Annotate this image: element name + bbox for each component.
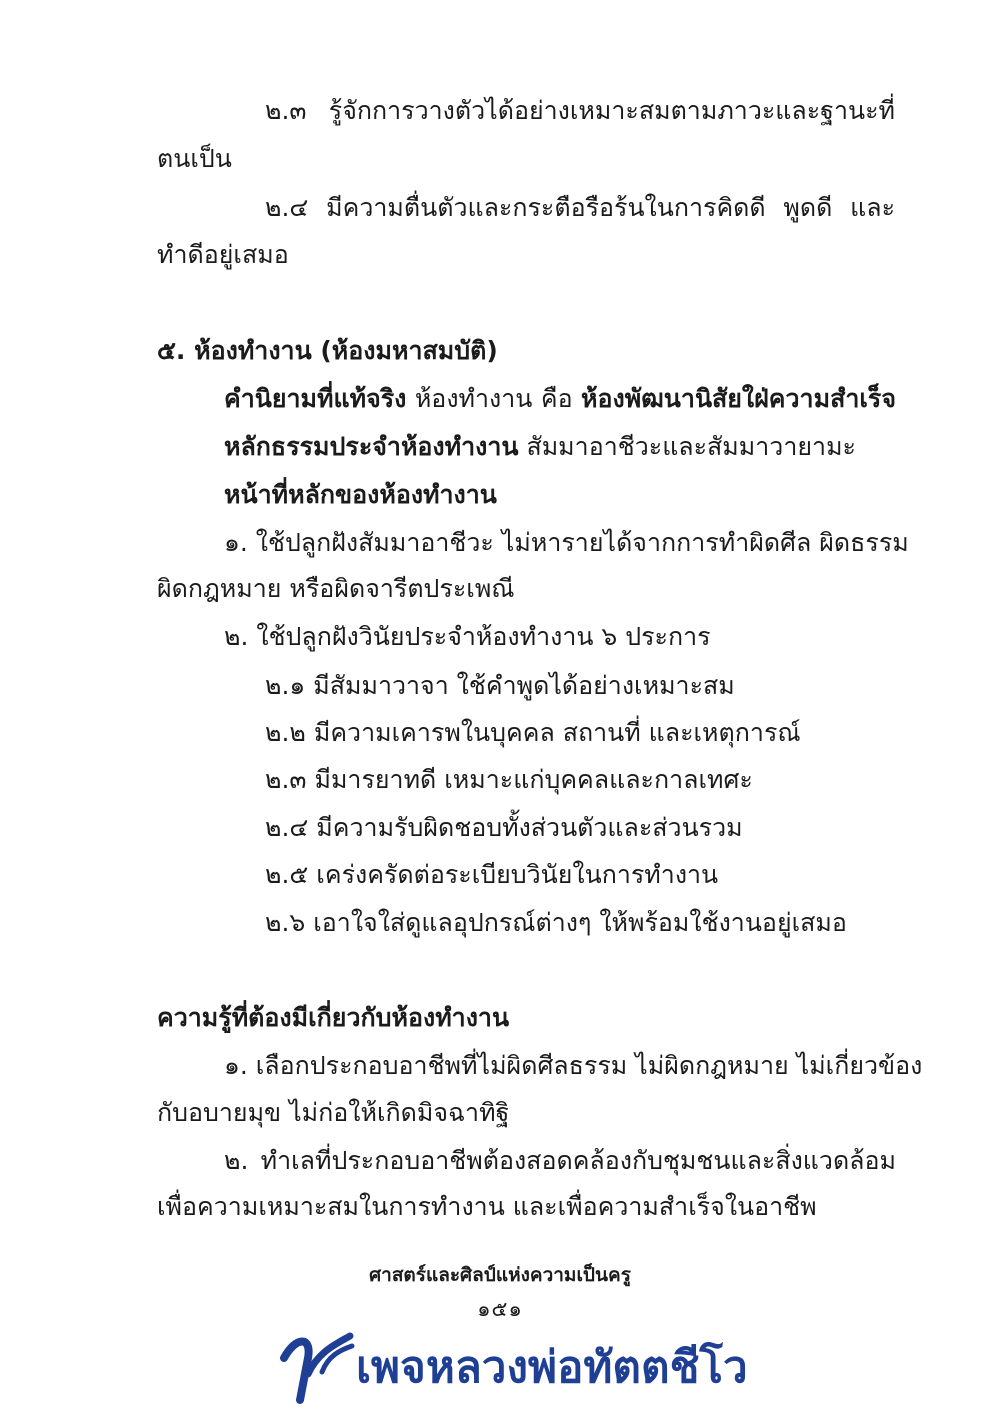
- list-item: [224, 1049, 923, 1083]
- body-text: ๒.๔ มีความตื่นตัวและกระตือรือร้นในการคิดดี พูดดี และ: [265, 193, 895, 222]
- body-text: กับอบายมุข ไม่ก่อให้เกิดมิจฉาทิฐิ: [157, 1098, 510, 1127]
- text-line: [265, 94, 895, 128]
- bold-text: ห้องพัฒนานิสัยใฝ่ความสำเร็จ: [581, 384, 896, 413]
- body-text: ๒. ทำเลที่ประกอบอาชีพต้องสอดคล้องกับชุมชนและสิ่งแวดล้อม: [224, 1146, 896, 1175]
- brush-mark-icon: [278, 1328, 358, 1408]
- duties-heading: [224, 478, 497, 512]
- footer-book-title: ศาสตร์และศิลป์แห่งความเป็นครู: [369, 1264, 631, 1286]
- body-text: ๒.๔ มีความรับผิดชอบทั้งส่วนตัวและส่วนรวม: [265, 813, 743, 842]
- list-item-continuation: [157, 1190, 817, 1224]
- bold-text: คำนิยามที่แท้จริง: [224, 384, 407, 413]
- list-item: [224, 526, 909, 560]
- body-text: ๒.๕ เคร่งครัดต่อระเบียบวินัยในการทำงาน: [265, 860, 719, 889]
- sub-list-item: [265, 716, 801, 750]
- knowledge-heading: [157, 1001, 509, 1035]
- text-line: [157, 142, 232, 176]
- list-item-continuation: [157, 1096, 509, 1130]
- text-line: [265, 191, 895, 225]
- body-text: ๒.๓ มีมารยาทดี เหมาะแก่บุคคลและกาลเทศะ: [265, 765, 753, 794]
- list-item: [224, 620, 711, 654]
- bold-text: หน้าที่หลักของห้องทำงาน: [224, 480, 497, 509]
- sub-list-item: [265, 858, 718, 892]
- sub-list-item: [265, 811, 743, 845]
- text-line: [157, 238, 289, 272]
- definition-line: [224, 382, 896, 416]
- bold-text: ความรู้ที่ต้องมีเกี่ยวกับห้องทำงาน: [157, 1003, 510, 1032]
- section-heading: [157, 334, 498, 368]
- body-text: ๒.๒ มีความเคารพในบุคคล สถานที่ และเหตุการณ์: [265, 718, 801, 747]
- principle-line: [224, 430, 856, 464]
- sub-list-item: [265, 906, 847, 940]
- list-item: [224, 1144, 896, 1178]
- body-text: ๒.๖ เอาใจใส่ดูแลอุปกรณ์ต่างๆ ให้พร้อมใช้งานอยู่เสมอ: [265, 908, 847, 937]
- body-text: ห้องทำงาน คือ: [406, 384, 582, 413]
- bold-text: หลักธรรมประจำห้องทำงาน: [224, 432, 519, 461]
- page-number: ๑๕๑: [477, 1297, 523, 1321]
- bold-text: ๕. ห้องทำงาน (ห้องมหาสมบัติ): [157, 336, 498, 365]
- body-text: ๒.๑ มีสัมมาวาจา ใช้คำพูดได้อย่างเหมาะสม: [265, 671, 735, 700]
- body-text: ตนเป็น: [157, 144, 232, 173]
- list-item-continuation: [157, 572, 515, 606]
- body-text: สัมมาอาชีวะและสัมมาวายามะ: [518, 432, 856, 461]
- sub-list-item: [265, 763, 753, 797]
- body-text: ๑. ใช้ปลูกฝังสัมมาอาชีวะ ไม่หารายได้จากการทำผิดศีล ผิดธรรม: [224, 528, 909, 557]
- body-text: เพื่อความเหมาะสมในการทำงาน และเพื่อความสำเร็จในอาชีพ: [157, 1192, 817, 1221]
- body-text: ทำดีอยู่เสมอ: [157, 240, 289, 269]
- page-logo: [278, 1328, 748, 1408]
- body-text: ผิดกฎหมาย หรือผิดจารีตประเพณี: [157, 574, 515, 603]
- body-text: ๒. ใช้ปลูกฝังวินัยประจำห้องทำงาน ๖ ประการ: [224, 622, 711, 651]
- body-text: ๒.๓ รู้จักการวางตัวได้อย่างเหมาะสมตามภาวะและฐานะที่: [265, 96, 895, 125]
- logo-text: เพจหลวงพ่อทัตตชีโว: [356, 1342, 748, 1393]
- body-text: ๑. เลือกประกอบอาชีพที่ไม่ผิดศีลธรรม ไม่ผิดกฎหมาย ไม่เกี่ยวข้อง: [224, 1051, 923, 1080]
- sub-list-item: [265, 669, 735, 703]
